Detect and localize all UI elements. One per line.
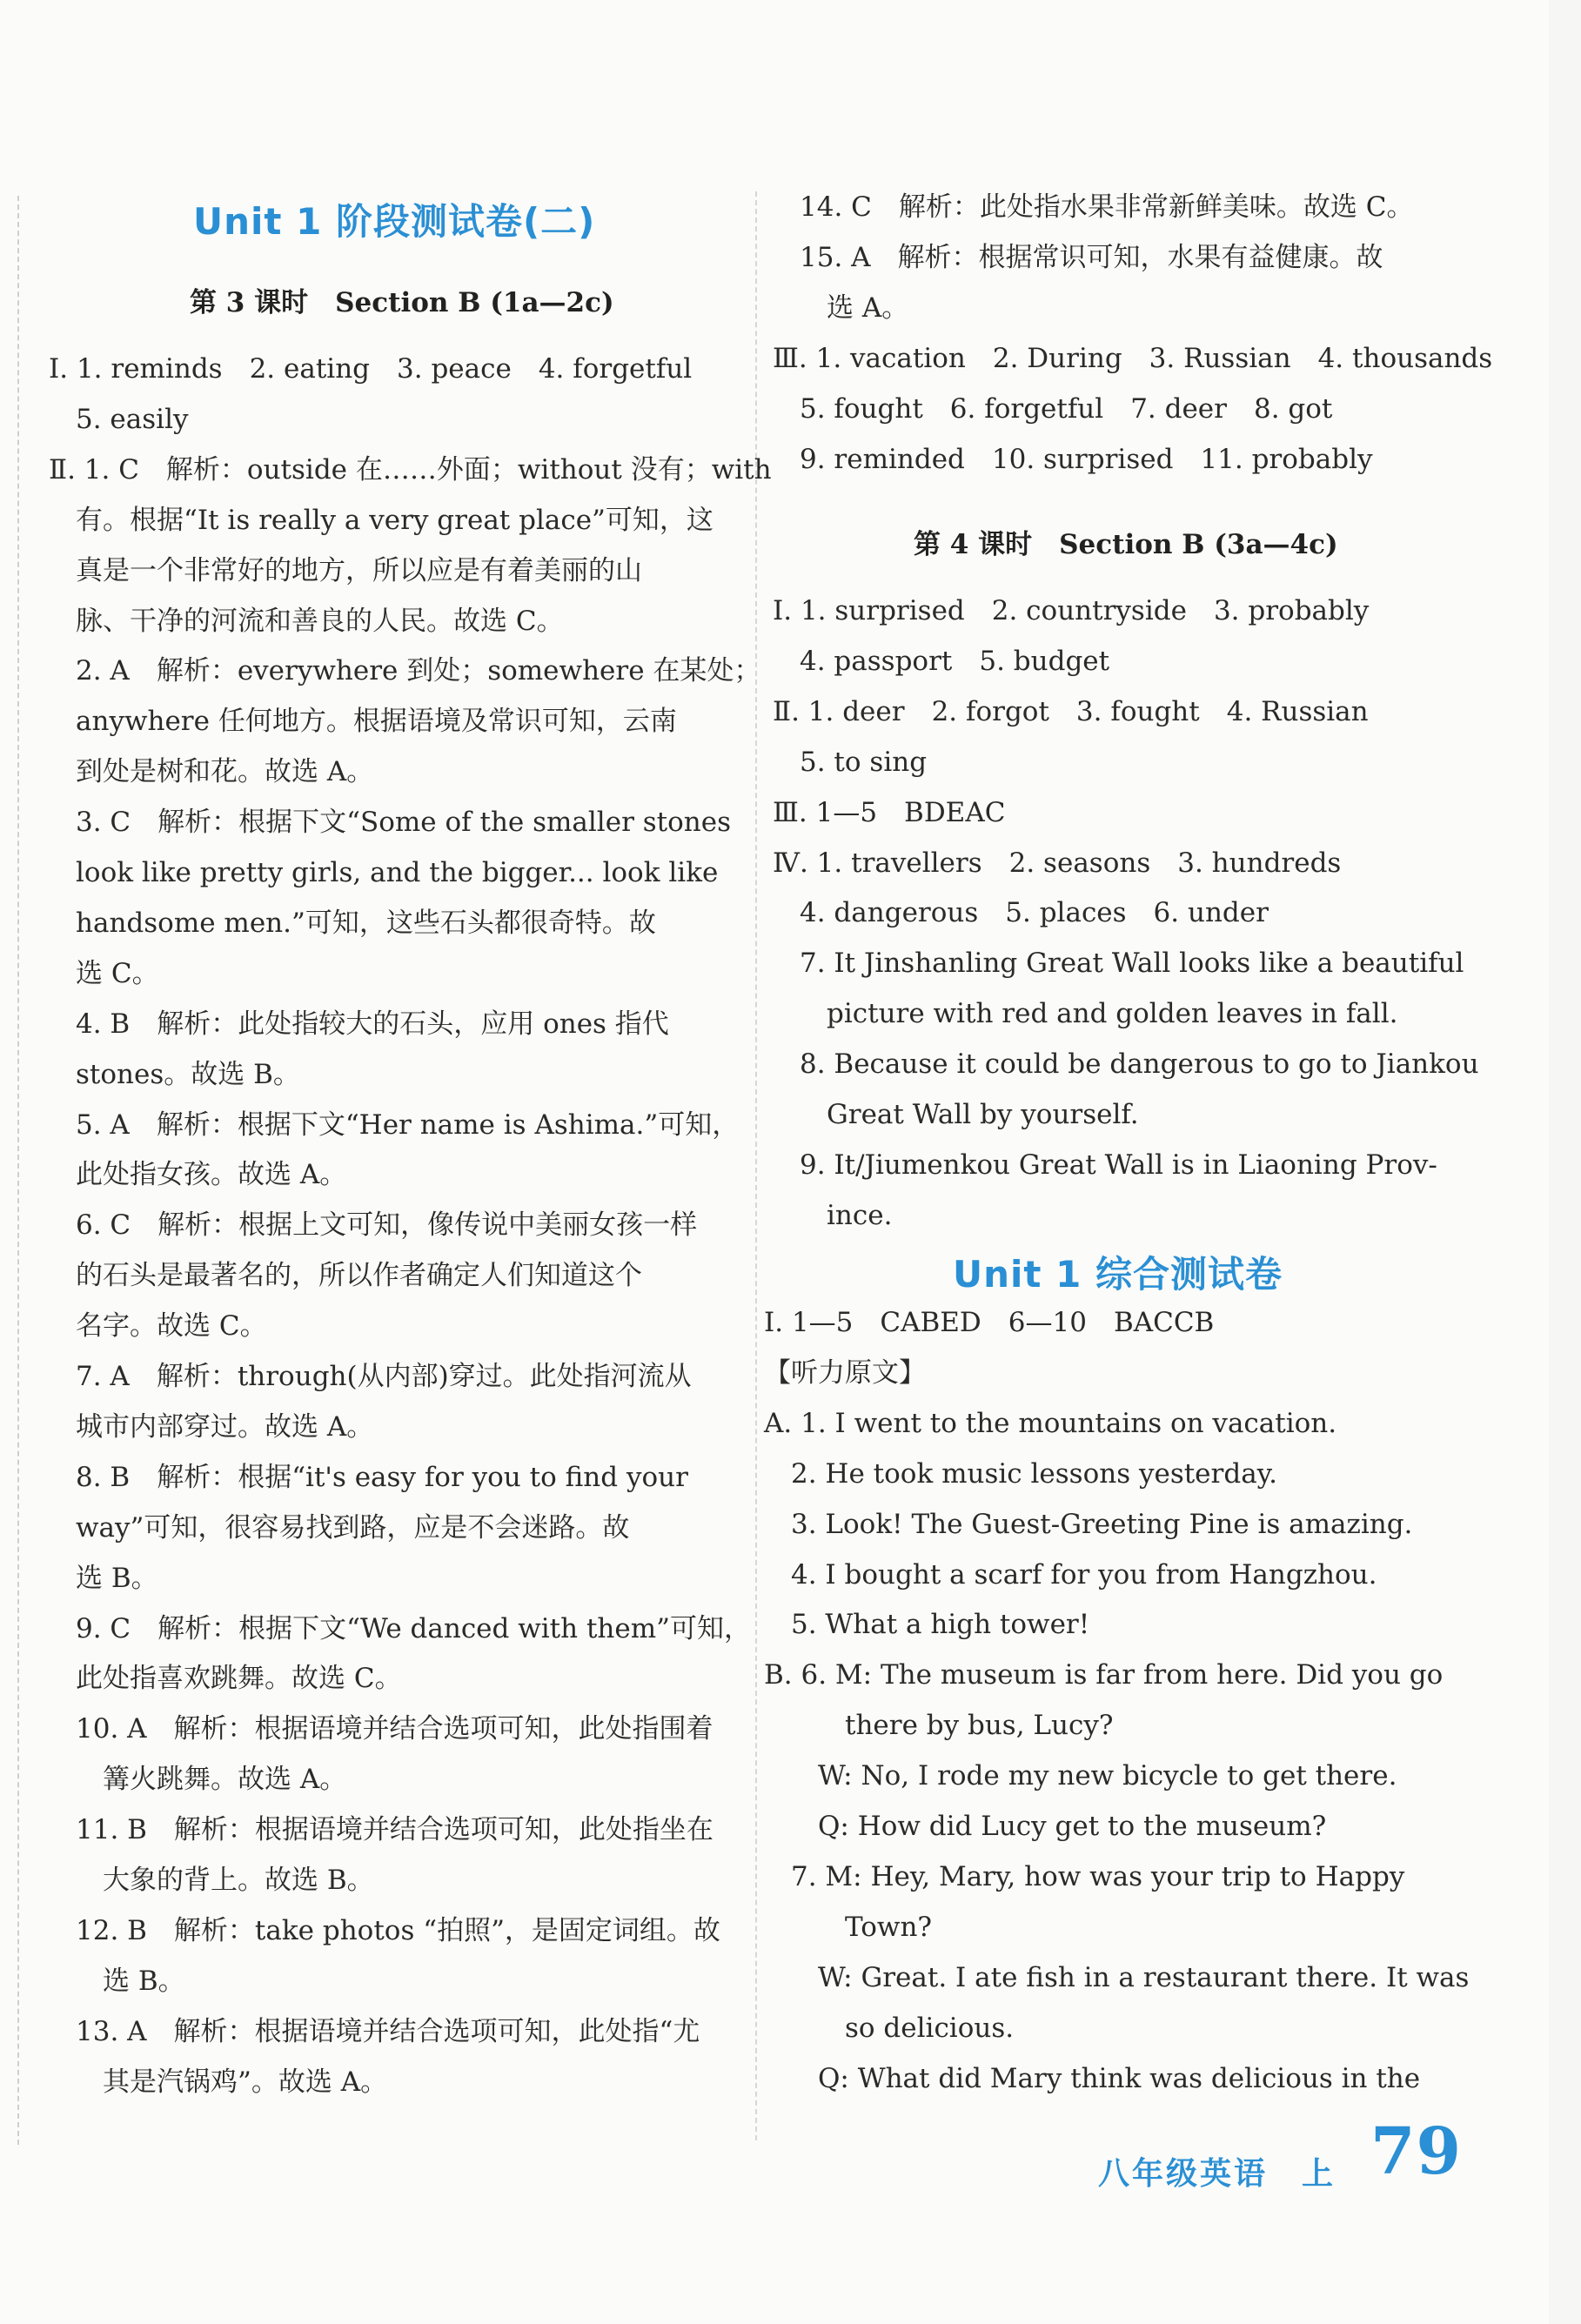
- answer-line: 7. A 解析：through(从内部)穿过。此处指河流从: [49, 1361, 692, 1392]
- unit1-comprehensive-test-title: Unit 1 综合测试卷: [953, 1253, 1283, 1296]
- answer-line: way”可知，很容易找到路，应是不会迷路。故: [49, 1511, 630, 1544]
- answer-line: 7. M: Hey, Mary, how was your trip to Happy: [764, 1860, 1405, 1892]
- answer-line: Ⅰ. 1—5 CABED 6—10 BACCB: [764, 1307, 1215, 1338]
- answer-line: Great Wall by yourself.: [773, 1099, 1139, 1130]
- answer-line: Town?: [764, 1911, 933, 1943]
- answer-line: picture with red and golden leaves in fall.: [773, 998, 1398, 1030]
- answer-line: 到处是树和花。故选 A。: [49, 756, 374, 788]
- answer-line: 4. dangerous 5. places 6. under: [773, 897, 1269, 929]
- answer-line: 篝火跳舞。故选 A。: [49, 1764, 347, 1796]
- answer-line: 2. A 解析：everywhere 到处；somewhere 在某处；: [49, 655, 761, 687]
- page-number: 79: [1370, 2114, 1462, 2189]
- answer-line: Q: What did Mary think was delicious in the: [764, 2062, 1421, 2094]
- answer-line: 脉、干净的河流和善良的人民。故选 C。: [49, 605, 564, 637]
- answer-line: 2. He took music lessons yesterday.: [764, 1457, 1277, 1490]
- section-heading-lesson3: 第 3 课时 Section B (1a—2c): [190, 287, 614, 318]
- answer-line: 名字。故选 C。: [49, 1310, 267, 1343]
- answer-line: Ⅲ. 1. vacation 2. During 3. Russian 4. thousands: [773, 343, 1493, 374]
- answer-line: stones。故选 B。: [49, 1058, 300, 1090]
- answer-line: 大象的背上。故选 B。: [49, 1865, 374, 1896]
- answer-line: 4. B 解析：此处指较大的石头，应用 ones 指代: [49, 1008, 669, 1040]
- answer-line: 14. C 解析：此处指水果非常新鲜美味。故选 C。: [773, 191, 1414, 223]
- answer-line: 真是一个非常好的地方，所以应是有着美丽的山: [49, 554, 642, 586]
- answer-line: 城市内部穿过。故选 A。: [49, 1410, 374, 1443]
- answer-line: look like pretty girls, and the bigger... look like: [49, 857, 719, 888]
- answer-line: Ⅲ. 1—5 BDEAC: [773, 796, 1006, 828]
- answer-line: 4. I bought a scarf for you from Hangzhou.: [764, 1558, 1377, 1591]
- answer-line: 13. A 解析：根据语境并结合选项可知，此处指“尤: [49, 2015, 700, 2047]
- answer-line: 8. B 解析：根据“it's easy for you to find your: [49, 1461, 688, 1493]
- answer-line: 此处指女孩。故选 A。: [49, 1159, 347, 1191]
- answer-line: 6. C 解析：根据上文可知，像传说中美丽女孩一样: [49, 1209, 698, 1242]
- answer-line: Q: How did Lucy get to the museum?: [764, 1811, 1327, 1842]
- answer-line: 3. C 解析：根据下文“Some of the smaller stones: [49, 807, 731, 839]
- answer-line: 8. Because it could be dangerous to go to Jiankou: [773, 1048, 1479, 1081]
- answer-line: 5. What a high tower!: [764, 1609, 1090, 1641]
- answer-line: 此处指喜欢跳舞。故选 C。: [49, 1663, 402, 1695]
- answer-line: 【听力原文】: [764, 1356, 926, 1389]
- answer-line: anywhere 任何地方。根据语境及常识可知，云南: [49, 706, 677, 738]
- answer-line: 其是汽锅鸡”。故选 A。: [49, 2066, 388, 2098]
- answer-line: A. 1. I went to the mountains on vacation.: [764, 1407, 1337, 1439]
- answer-line: 5. easily: [49, 403, 189, 435]
- answer-line: 5. to sing: [773, 746, 928, 778]
- answer-line: 有。根据“It is really a very great place”可知，这: [49, 504, 713, 536]
- section-heading-lesson4: 第 4 课时 Section B (3a—4c): [914, 529, 1338, 560]
- answer-line: 9. C 解析：根据下文“We danced with them”可知，: [49, 1612, 751, 1644]
- answer-line: there by bus, Lucy?: [764, 1710, 1114, 1742]
- answer-line: 11. B 解析：根据语境并结合选项可知，此处指坐在: [49, 1814, 713, 1846]
- answer-line: 的石头是最著名的，所以作者确定人们知道这个: [49, 1260, 642, 1292]
- answer-line: Ⅰ. 1. reminds 2. eating 3. peace 4. forgetful: [49, 353, 693, 385]
- answer-line: so delicious.: [764, 2012, 1015, 2044]
- answer-line: 选 B。: [49, 1965, 185, 1997]
- answer-line: 12. B 解析：take photos “拍照”，是固定词组。故: [49, 1914, 720, 1946]
- answer-line: 15. A 解析：根据常识可知，水果有益健康。故: [773, 242, 1383, 273]
- answer-line: 选 C。: [49, 957, 159, 989]
- answer-line: 9. reminded 10. surprised 11. probably: [773, 444, 1373, 475]
- answer-line: Ⅱ. 1. C 解析：outside 在……外面；without 没有；with: [49, 453, 772, 486]
- answer-line: 10. A 解析：根据语境并结合选项可知，此处指围着: [49, 1713, 713, 1745]
- answer-line: handsome men.”可知，这些石头都很奇特。故: [49, 907, 656, 939]
- unit1-stage-test-title: Unit 1 阶段测试卷(二): [193, 200, 596, 243]
- answer-line: W: Great. I ate fish in a restaurant there. It was: [764, 1961, 1470, 1993]
- binding-dashed-line: [17, 196, 19, 2145]
- answer-line: Ⅱ. 1. deer 2. forgot 3. fought 4. Russian: [773, 695, 1369, 727]
- answer-line: 5. A 解析：根据下文“Her name is Ashima.”可知，: [49, 1108, 740, 1141]
- answer-line: Ⅳ. 1. travellers 2. seasons 3. hundreds: [773, 847, 1342, 879]
- grade-subject-label: 八年级英语 上: [1098, 2156, 1336, 2192]
- answer-line: 选 B。: [49, 1562, 158, 1594]
- answer-line: 选 A。: [773, 292, 909, 324]
- answer-line: B. 6. M: The museum is far from here. Did you go: [764, 1659, 1444, 1691]
- answer-line: Ⅰ. 1. surprised 2. countryside 3. probably: [773, 595, 1370, 626]
- answer-line: 7. It Jinshanling Great Wall looks like a beautiful: [773, 948, 1464, 980]
- answer-line: W: No, I rode my new bicycle to get there.: [764, 1760, 1397, 1792]
- answer-line: 9. It/Jiumenkou Great Wall is in Liaoning Prov-: [773, 1149, 1437, 1181]
- answer-line: 3. Look! The Guest-Greeting Pine is amazing.: [764, 1508, 1413, 1540]
- answer-line: ince.: [773, 1199, 893, 1231]
- answer-line: 5. fought 6. forgetful 7. deer 8. got: [773, 393, 1333, 425]
- answer-line: 4. passport 5. budget: [773, 645, 1110, 677]
